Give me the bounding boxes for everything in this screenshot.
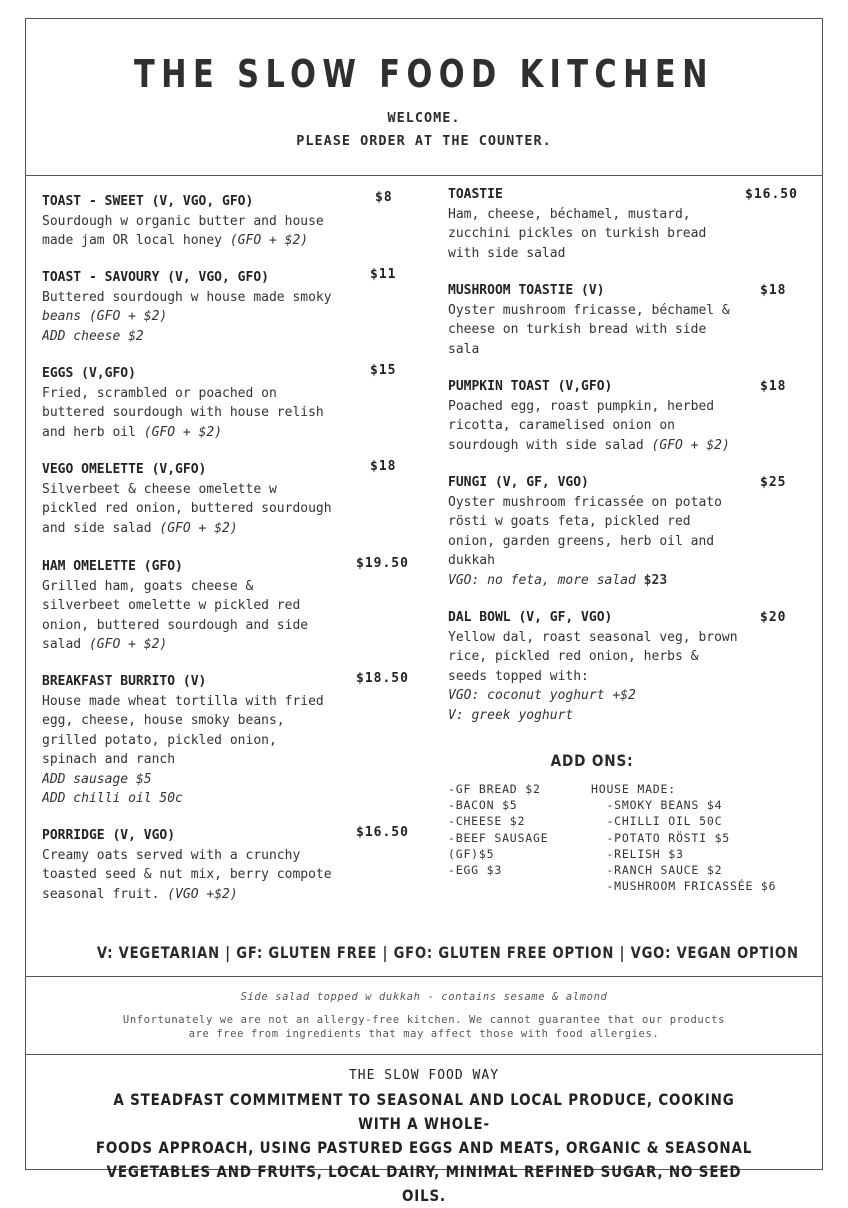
item-price: $19.50 — [356, 556, 409, 571]
description-line: Sourdough w organic butter and house — [42, 213, 324, 229]
description-line: beans (GFO + $2) — [42, 309, 168, 324]
description-line: Silverbeet & cheese omelette w — [42, 481, 277, 497]
item-description — [42, 212, 357, 251]
dietary-legend: V: VEGETARIAN | GF: GLUTEN FREE | GFO: GLUTEN FREE OPTION | VGO: VEGAN OPTION — [96, 943, 799, 962]
description-line: onion, garden greens, herb oil and — [448, 533, 715, 549]
description-line: Ham, cheese, béchamel, mustard, — [448, 206, 691, 222]
menu-item-vego-omelette — [42, 460, 357, 538]
page-title: THE SLOW FOOD KITCHEN — [134, 52, 714, 96]
description-line: Grilled ham, goats cheese & — [42, 578, 254, 594]
item-description — [42, 577, 357, 655]
item-price: $8 — [375, 190, 393, 205]
item-description — [42, 846, 357, 905]
menu-item-ham-omelette — [42, 557, 357, 655]
description-line: rösti w goats feta, pickled red — [448, 514, 691, 529]
item-name: HAM OMELETTE (GFO) — [42, 559, 183, 574]
slow-food-way-text — [89, 1088, 759, 1208]
description-line: egg, cheese, house smoky beans, — [42, 713, 285, 728]
item-price: $18 — [760, 283, 787, 298]
item-name: EGGS (V,GFO) — [42, 366, 136, 381]
description-line: zucchini pickles on turkish bread — [448, 226, 707, 241]
addon-item: -SMOKY BEANS $4 — [591, 798, 723, 813]
description-line: Fried, scrambled or poached on — [42, 385, 277, 401]
description-line: and side salad (GFO + $2) — [42, 520, 238, 536]
menu-item-pumpkin-toast — [448, 377, 751, 455]
item-description — [42, 692, 357, 809]
addons-list-basic — [448, 781, 548, 878]
menu-item-breakfast-burrito — [42, 672, 357, 809]
addons-title: ADD ONS: — [550, 751, 634, 770]
notes-divider — [25, 1054, 823, 1055]
description-line: buttered sourdough with house relish — [42, 405, 324, 420]
side-salad-note: Side salad topped w dukkah - contains sesame & almond — [240, 991, 608, 1003]
addon-item: -BACON $5 — [448, 798, 518, 813]
item-price: $11 — [370, 267, 397, 282]
description-line: VGO: no feta, more salad $23 — [448, 572, 668, 588]
description-line: seeds topped with: — [448, 668, 589, 684]
item-name: TOAST - SAVOURY (V, VGO, GFO) — [42, 270, 269, 285]
item-price: $18 — [760, 379, 787, 394]
legend-divider — [25, 976, 823, 977]
addon-item: -RANCH SAUCE $2 — [591, 863, 723, 878]
slow-food-way-line-3: VEGETABLES AND FRUITS, LOCAL DAIRY, MINIMAL REFINED SUGAR, NO SEED OILS. — [106, 1162, 742, 1205]
description-line: ADD sausage $5 — [42, 771, 152, 787]
menu-item-dal-bowl — [448, 608, 751, 725]
item-price: $16.50 — [745, 187, 798, 202]
slow-food-way-line-2: FOODS APPROACH, USING PASTURED EGGS AND MEATS, ORGANIC & SEASONAL — [95, 1138, 753, 1157]
addon-item: -GF BREAD $2 — [448, 782, 541, 796]
item-description — [42, 288, 357, 347]
description-line: and herb oil (GFO + $2) — [42, 424, 223, 440]
menu-item-eggs — [42, 364, 357, 442]
description-line: onion, buttered sourdough and side — [42, 617, 309, 633]
addons-list-house-made — [591, 781, 776, 894]
description-line: ricotta, caramelised onion on — [448, 418, 675, 433]
addon-item: -EGG $3 — [448, 863, 503, 878]
description-line: with side salad — [448, 245, 566, 261]
description-line: cheese on turkish bread with side — [448, 322, 707, 337]
addon-item: HOUSE MADE: — [591, 782, 676, 796]
description-line: Oyster mushroom fricassée on potato — [448, 494, 722, 510]
welcome-text: WELCOME. — [387, 110, 461, 126]
item-price: $16.50 — [356, 825, 409, 840]
item-name: BREAKFAST BURRITO (V) — [42, 674, 207, 689]
header-divider — [25, 175, 823, 176]
description-line: pickled red onion, buttered sourdough — [42, 501, 332, 516]
description-line: Poached egg, roast pumpkin, herbed — [448, 398, 715, 414]
item-price: $15 — [370, 363, 397, 378]
addon-item: -CHEESE $2 — [448, 814, 526, 829]
slow-food-way-title: THE SLOW FOOD WAY — [348, 1068, 500, 1083]
item-description — [42, 384, 357, 443]
description-line: Oyster mushroom fricasse, béchamel & — [448, 302, 730, 318]
description-line: toasted seed & nut mix, berry compote — [42, 867, 332, 882]
item-name: VEGO OMELETTE (V,GFO) — [42, 462, 207, 477]
menu-item-toast-sweet — [42, 192, 357, 251]
menu-item-fungi — [448, 473, 751, 590]
description-line: spinach and ranch — [42, 752, 176, 767]
item-name: MUSHROOM TOASTIE (V) — [448, 283, 605, 298]
allergy-note-line-2: are free from ingredients that may affect those with food allergies. — [188, 1028, 660, 1040]
description-line: made jam OR local honey (GFO + $2) — [42, 233, 309, 248]
description-line: rice, pickled red onion, herbs & — [448, 649, 699, 664]
description-line: ADD cheese $2 — [42, 328, 144, 344]
menu-item-porridge — [42, 826, 357, 904]
description-line: Buttered sourdough w house made smoky — [42, 289, 332, 305]
item-price: $18.50 — [356, 671, 409, 686]
description-line: ADD chilli oil 50c — [42, 791, 183, 806]
item-description — [448, 301, 751, 360]
addon-item: -BEEF SAUSAGE — [448, 830, 549, 845]
description-line: sala — [448, 341, 480, 357]
description-line: V: greek yoghurt — [448, 707, 574, 723]
description-line: dukkah — [448, 553, 495, 568]
slow-food-way-line-1: A STEADFAST COMMITMENT TO SEASONAL AND LOCAL PRODUCE, COOKING WITH A WHOLE- — [113, 1090, 735, 1133]
item-price: $20 — [760, 610, 787, 625]
item-price: $18 — [370, 459, 397, 474]
item-description — [42, 480, 357, 539]
description-line: House made wheat tortilla with fried — [42, 693, 324, 709]
item-description — [448, 493, 751, 591]
menu-item-mushroom-toastie — [448, 281, 751, 359]
item-description — [448, 205, 751, 264]
addon-item: -CHILLI OIL 50C — [591, 814, 723, 829]
description-line: grilled potato, pickled onion, — [42, 732, 277, 748]
item-name: DAL BOWL (V, GF, VGO) — [448, 610, 613, 625]
item-name: FUNGI (V, GF, VGO) — [448, 475, 589, 490]
description-line: sourdough with side salad (GFO + $2) — [448, 437, 730, 453]
addon-item: -RELISH $3 — [591, 846, 684, 861]
allergy-note-line-1: Unfortunately we are not an allergy-free kitchen. We cannot guarantee that our products — [122, 1014, 726, 1026]
addon-item: (GF)$5 — [448, 846, 495, 861]
menu-item-toast-savoury — [42, 268, 357, 346]
menu-item-toastie — [448, 185, 751, 263]
item-name: TOAST - SWEET (V, VGO, GFO) — [42, 194, 254, 209]
item-name: PUMPKIN TOAST (V,GFO) — [448, 379, 613, 394]
item-price: $25 — [760, 475, 787, 490]
item-description — [448, 397, 751, 456]
addon-item: -POTATO RÖSTI $5 — [591, 830, 731, 845]
description-line: silverbeet omelette w pickled red — [42, 598, 301, 613]
order-note: PLEASE ORDER AT THE COUNTER. — [296, 133, 552, 149]
item-name: TOASTIE — [448, 187, 503, 202]
description-line: salad (GFO + $2) — [42, 637, 168, 652]
description-line: seasonal fruit. (VGO +$2) — [42, 886, 238, 902]
description-line: VGO: coconut yoghurt +$2 — [448, 688, 636, 703]
description-line: Yellow dal, roast seasonal veg, brown — [448, 629, 738, 645]
item-name: PORRIDGE (V, VGO) — [42, 828, 176, 843]
description-line: Creamy oats served with a crunchy — [42, 847, 301, 863]
addon-item: -MUSHROOM FRICASSÉE $6 — [591, 879, 777, 894]
item-description — [448, 628, 751, 726]
